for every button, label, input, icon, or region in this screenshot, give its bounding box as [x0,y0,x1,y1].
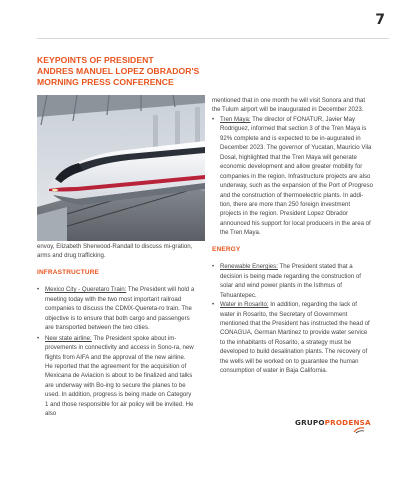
title-line-3: MORNING PRESS CONFERENCE [37,76,174,87]
header-divider [37,38,389,39]
list-item [212,115,373,238]
logo-swoosh-icon [353,426,365,434]
item-text: The President spoke about im-provements in connectivity and access in Sono-ra, new flights from AIFA and the approval of the new airline. He reported that the agreement for the acquisition of Mexicana de Aviacion is about to be finalized and talks are underway with Bo-ing to secure the planes to be used. In addition, progress is being made on Category 1 and those responsible for air policy will be invited. He also [45,334,194,418]
logo-text-prodensa: PRODENSA [324,418,371,427]
item-text: In addition, regarding the lack of water in Rosarito, the Secretary of Government mentioned that the President has instructed the head of CONAGUA, German Martinez to provide water service to the inhabitants of Rosarito, a strategy must be developed to build desalination plants. The recovery of the wells will be worked on to guarantee the human consumption of water in Baja California. [220,301,370,375]
list-item [212,300,373,376]
list-item [37,334,195,419]
bullet-train-illustration [37,95,205,241]
energy-heading: ENERGY [212,245,241,253]
left-column [37,242,195,419]
list-item [212,262,373,300]
right-intro-paragraph: mentioned that in one month he will visit Sonora and that the Tulum airport will be inaugurated in December 2023. [212,97,366,114]
item-label: Water in Rosarito: [220,301,269,309]
title-line-1: KEYPOINTS OF PRESIDENT [37,55,154,65]
item-label: Tren Maya: [220,115,251,123]
title-line-2: ANDRES MANUEL LOPEZ OBRADOR'S [37,65,200,76]
page-number: 7 [375,12,385,28]
item-label: Renewable Energies: [220,263,278,271]
item-text: The director of FONATUR, Javier May Rodriguez, informed that section 3 of the Tren Maya is 92% complete and is expected to be in-augurated in December 2023. The governor of Yucatan, Mauricio Vila Dosal, highlighted that the Tren Maya will generate economic development and allow greater mobility for companies in the region. Infrastructure projects are also underway, such as the expansion of the Port of Progreso and the construction of thermoelectric plants. In addi-tion, there are more than 250 foreign investment projects in the region. President Lopez Obrador announced his support for local producers in the area of the Tren Maya. [220,115,373,237]
left-intro-paragraph: envoy, Elizabeth Sherwood-Randall to discuss mi-gration, arms and drug trafficking. [37,243,193,260]
item-label: New state airline: [45,334,92,342]
item-text: The President will hold a meeting today with the two most important railroad companies to discuss the CDMX-Quereta-ro train. The objective is to ensure that both cargo and passengers are transported between the two cities. [45,286,195,332]
right-column [212,96,373,376]
item-label: Mexico City - Queretaro Train: [45,286,127,294]
infrastructure-heading: INFRASTRUCTURE [37,268,100,276]
list-item [37,285,195,332]
logo-text-grupo: GRUPO [295,418,325,427]
item-text: The President stated that a decision is being made regarding the construction of solar and wind power plants in the Isthmus of Tehuantepec. [220,263,361,299]
bullet-train-photo [37,95,205,241]
page-title [37,55,237,87]
